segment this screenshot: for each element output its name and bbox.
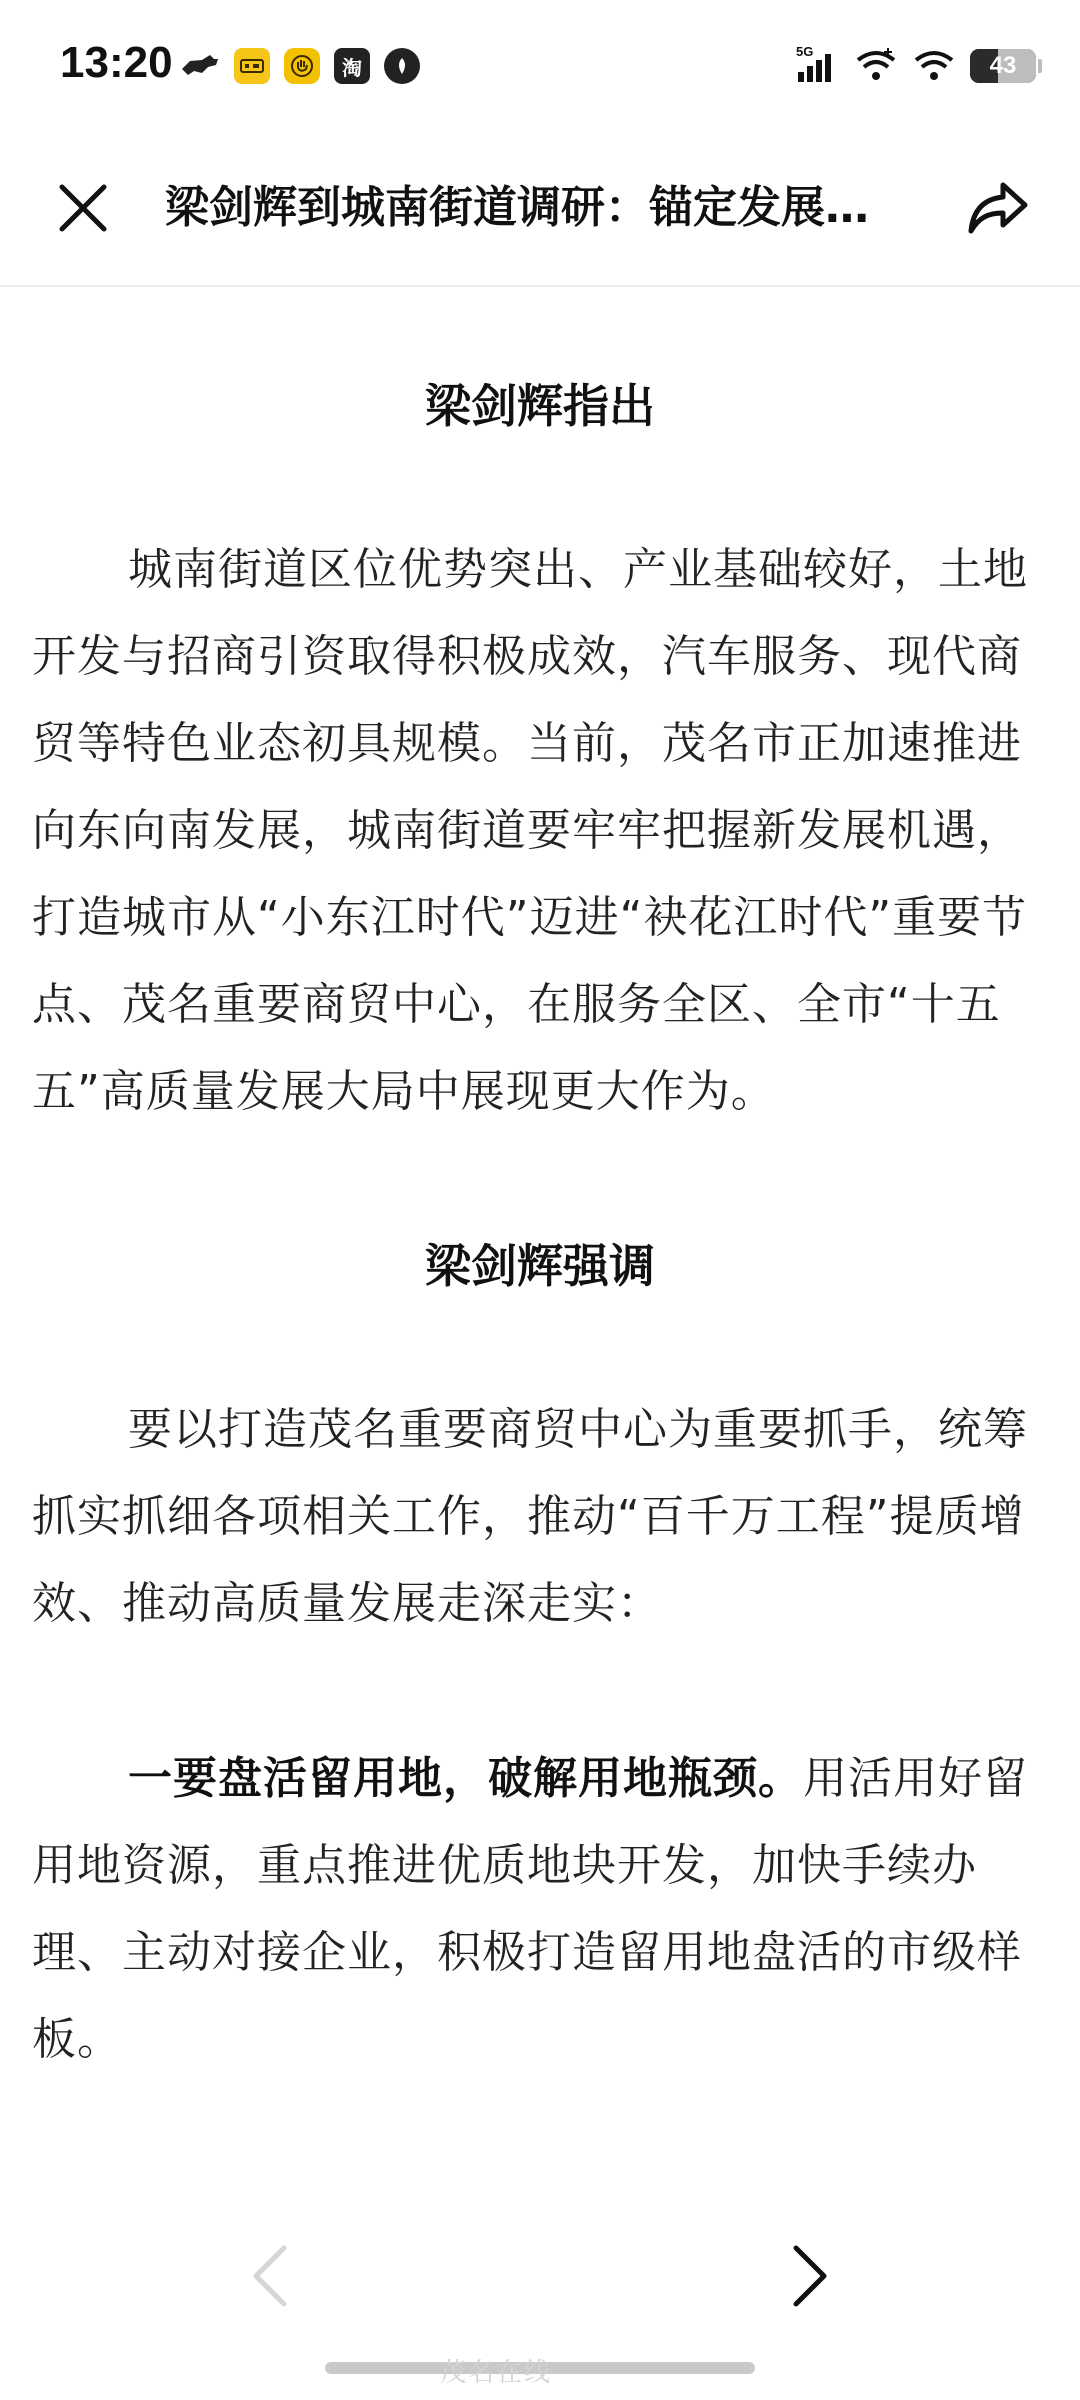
wifi-icon bbox=[912, 44, 956, 88]
article-body bbox=[32, 285, 1048, 2083]
app-yellow-icon bbox=[234, 48, 270, 84]
app-dark-icon bbox=[384, 48, 420, 84]
battery-tip bbox=[1038, 59, 1042, 73]
wifi-plus-icon bbox=[854, 44, 898, 88]
taobao-icon: 淘 bbox=[334, 48, 370, 84]
status-bar bbox=[0, 0, 1080, 135]
chevron-left-icon bbox=[240, 2236, 300, 2316]
paragraph-bold-lead: 一要盘活留用地，破解用地瓶颈。 bbox=[128, 1753, 803, 1804]
paragraph bbox=[32, 1735, 1048, 2083]
page-title: 梁剑辉到城南街道调研：锚定发展… bbox=[165, 182, 869, 233]
article-header bbox=[0, 135, 1080, 287]
share-icon bbox=[961, 171, 1035, 245]
system-icons bbox=[796, 44, 1042, 88]
ferrari-icon bbox=[180, 48, 220, 84]
paragraph: 要以打造茂名重要商贸中心为重要抓手，统筹抓实抓细各项相关工作，推动“百千万工程”提质增效、推动高质量发展走深走实： bbox=[32, 1404, 1028, 1629]
section-heading: 梁剑辉强调 bbox=[425, 1239, 655, 1293]
paragraph: 城南街道区位优势突出、产业基础较好，土地开发与招商引资取得积极成效，汽车服务、现代商贸等特色业态初具规模。当前，茂名市正加速推进向东向南发展，城南街道要牢牢把握新发展机遇，打造城市从“小东江时代”迈进“袂花江时代”重要节点、茂名重要商贸中心，在服务全区、全市“十五五”高质量发展大局中展现更大作为。 bbox=[32, 544, 1028, 1117]
signal-5g-icon bbox=[796, 44, 840, 88]
next-article-button[interactable] bbox=[780, 2236, 840, 2316]
watermark: 茂名在线 bbox=[440, 2358, 553, 2388]
battery-percent: 43 bbox=[989, 52, 1017, 79]
prev-article-button[interactable] bbox=[240, 2236, 300, 2316]
share-button[interactable] bbox=[961, 171, 1035, 245]
close-button[interactable] bbox=[50, 175, 116, 241]
battery-icon bbox=[970, 49, 1036, 83]
app-yellow-hand-icon bbox=[284, 48, 320, 84]
paragraph-text: 用活用好留用地资源，重点推进优质地块开发，加快手续办理、主动对接企业，积极打造留用地盘活的市级样板。 bbox=[32, 1753, 1028, 2065]
status-time: 13:20 bbox=[60, 38, 173, 87]
svg-text:5G: 5G bbox=[796, 44, 814, 59]
section-heading: 梁剑辉指出 bbox=[425, 379, 655, 433]
close-icon bbox=[50, 175, 116, 241]
notification-icons bbox=[180, 48, 420, 84]
chevron-right-icon bbox=[780, 2236, 840, 2316]
